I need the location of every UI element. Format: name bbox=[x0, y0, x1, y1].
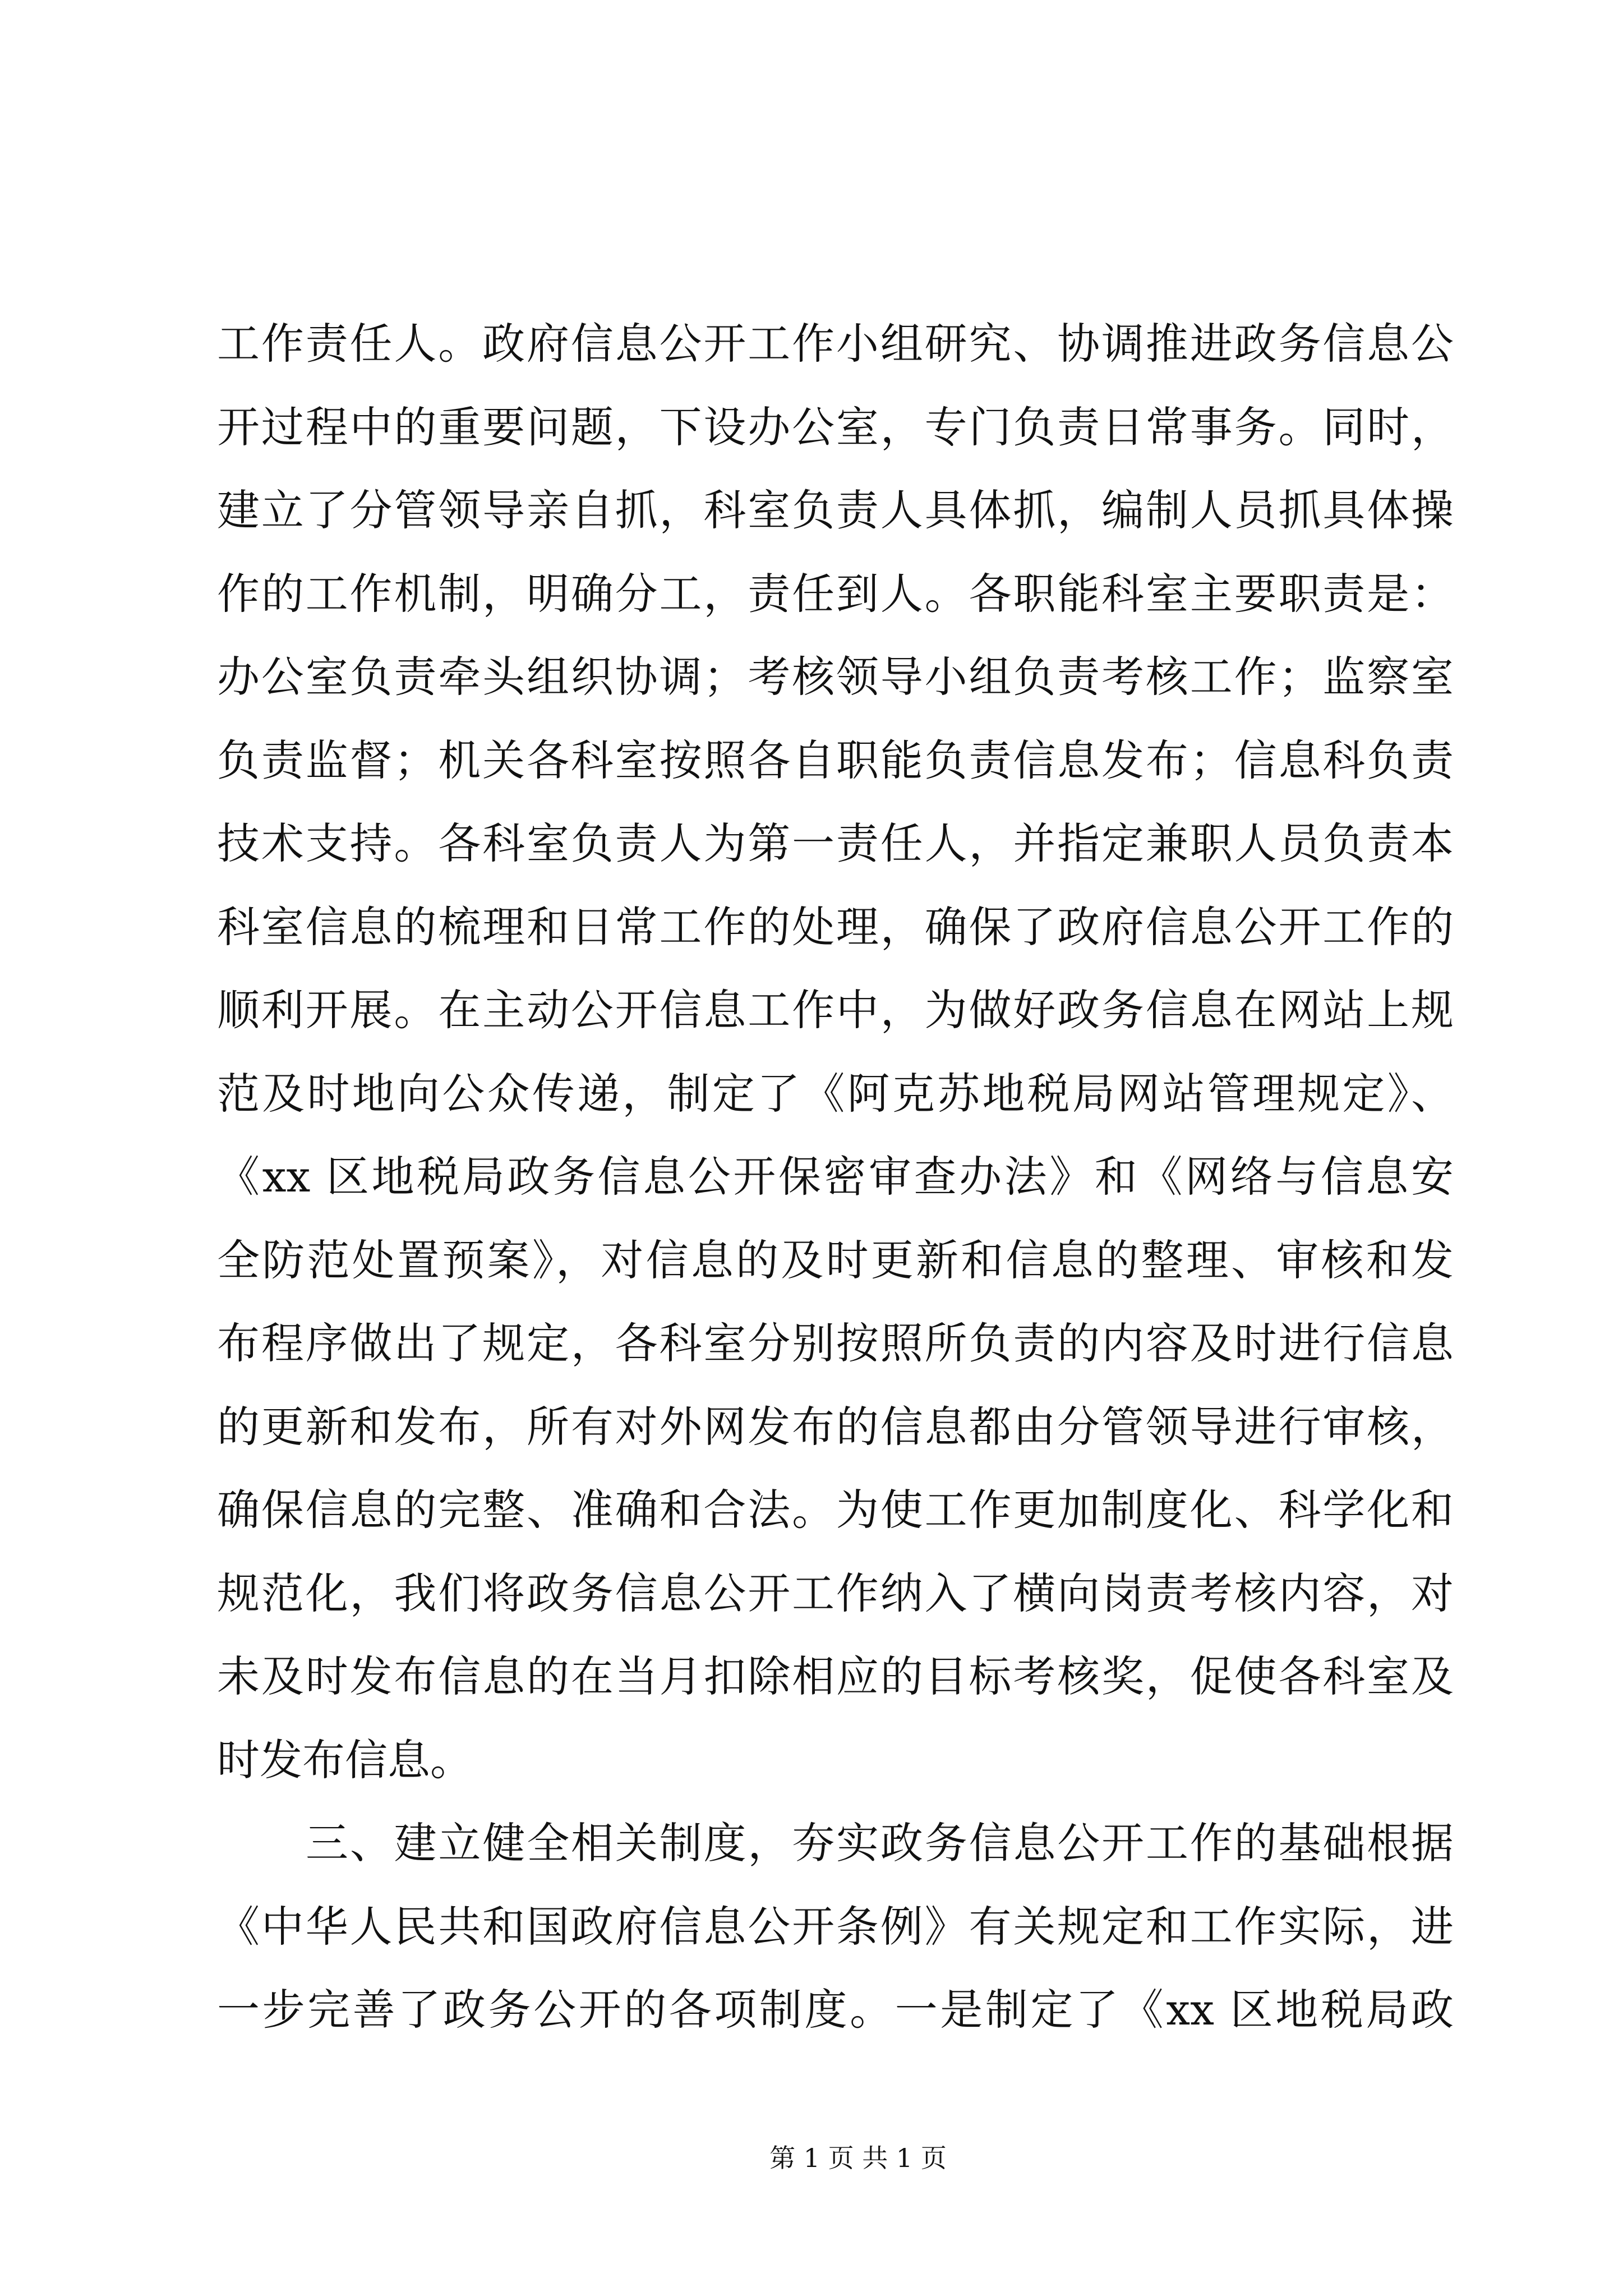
text-line: 工作责任人。政府信息公开工作小组研究、协调推进政务信息公 bbox=[217, 319, 1454, 369]
text-line: 开过程中的重要问题，下设办公室，专门负责日常事务。同时， bbox=[217, 402, 1454, 452]
text-line: 范及时地向公众传递，制定了《阿克苏地税局网站管理规定》、 bbox=[217, 1068, 1454, 1119]
page-footer-number: 第 1 页 共 1 页 bbox=[769, 2143, 947, 2173]
paragraph bbox=[217, 302, 1454, 1802]
document-body bbox=[217, 302, 1454, 2052]
text-line: 全防范处置预案》，对信息的及时更新和信息的整理、审核和发 bbox=[217, 1235, 1454, 1285]
text-line: 时发布信息。 bbox=[217, 1734, 473, 1785]
text-line: 负责监督；机关各科室按照各自职能负责信息发布；信息科负责 bbox=[217, 735, 1454, 785]
text-line: 建立了分管领导亲自抓，科室负责人具体抓，编制人员抓具体操 bbox=[217, 485, 1454, 535]
section-heading-line: 三、建立健全相关制度，夯实政务信息公开工作的基础根据 bbox=[306, 1818, 1454, 1868]
text-line: 办公室负责牵头组织协调；考核领导小组负责考核工作；监察室 bbox=[217, 652, 1454, 702]
text-line: 确保信息的完整、准确和合法。为使工作更加制度化、科学化和 bbox=[217, 1485, 1454, 1535]
text-line: 布程序做出了规定，各科室分别按照所负责的内容及时进行信息 bbox=[217, 1318, 1454, 1368]
paragraph bbox=[217, 1802, 1454, 2052]
text-line: 顺利开展。在主动公开信息工作中，为做好政务信息在网站上规 bbox=[217, 985, 1454, 1035]
text-line: 《xx 区地税局政务信息公开保密审查办法》和《网络与信息安 bbox=[217, 1152, 1454, 1202]
text-line: 作的工作机制，明确分工，责任到人。各职能科室主要职责是： bbox=[217, 568, 1454, 619]
text-line: 《中华人民共和国政府信息公开条例》有关规定和工作实际，进 bbox=[217, 1901, 1454, 1952]
text-line: 未及时发布信息的在当月扣除相应的目标考核奖，促使各科室及 bbox=[217, 1651, 1454, 1701]
text-line: 的更新和发布，所有对外网发布的信息都由分管领导进行审核， bbox=[217, 1401, 1454, 1452]
text-line: 一步完善了政务公开的各项制度。一是制定了《xx 区地税局政 bbox=[217, 1985, 1454, 2035]
text-line: 技术支持。各科室负责人为第一责任人，并指定兼职人员负责本 bbox=[217, 818, 1454, 868]
text-line: 规范化，我们将政务信息公开工作纳入了横向岗责考核内容，对 bbox=[217, 1568, 1454, 1618]
text-line: 科室信息的梳理和日常工作的处理，确保了政府信息公开工作的 bbox=[217, 901, 1454, 952]
